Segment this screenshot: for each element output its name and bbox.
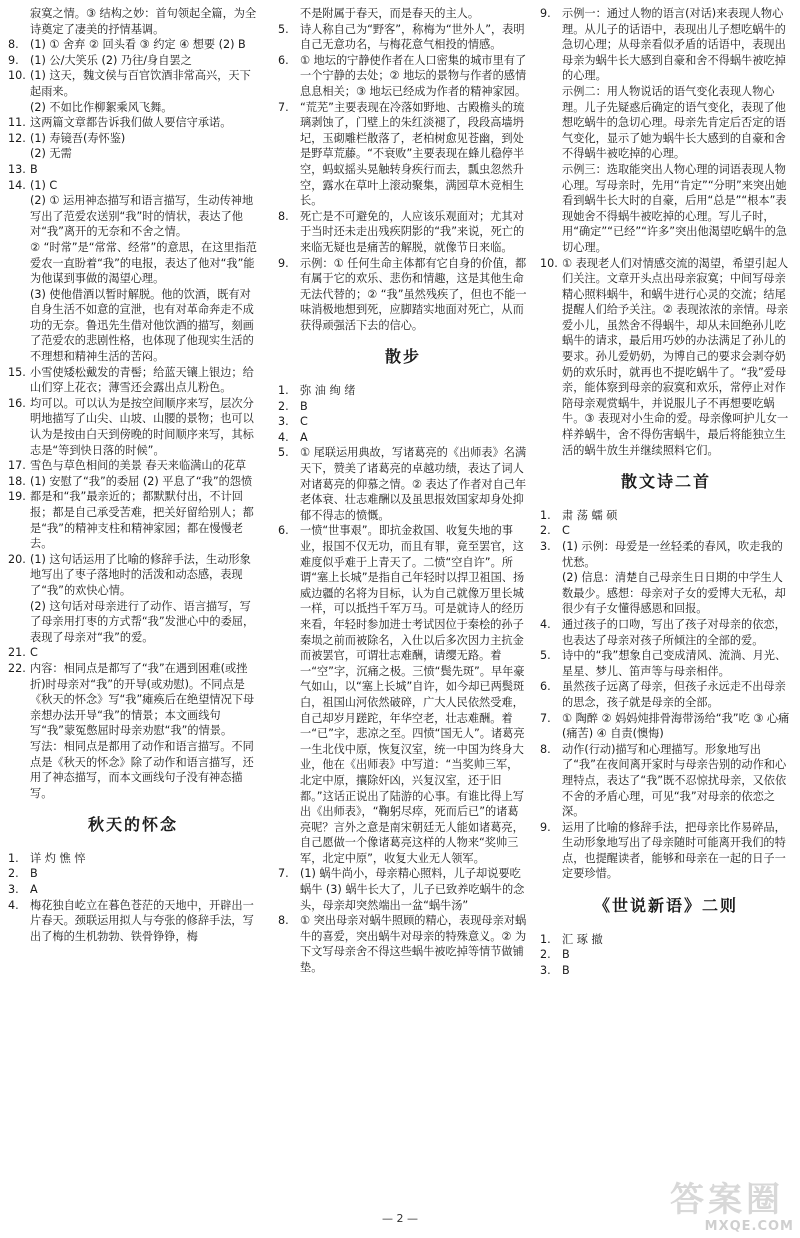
- answer-number: 18.: [8, 474, 26, 488]
- answer-text: (1) 寿镜吾(寿怀鉴): [30, 131, 126, 145]
- answer-item: [278, 430, 528, 446]
- answer-text: B: [30, 867, 38, 881]
- answer-text: B: [300, 399, 308, 413]
- answer-item: [278, 22, 528, 53]
- answer-item: [8, 474, 258, 490]
- answer-number: 4.: [278, 430, 289, 444]
- answer-item: [540, 6, 792, 84]
- answer-item: [540, 932, 792, 948]
- answer-text: 这两篇文章都告诉我们做人要信守承诺。: [30, 116, 232, 130]
- answer-text: 梅花独自屹立在暮色苍茫的天地中，开辟出一片春天。颈联运用拟人与夸张的修辞手法，写出了梅的生机勃勃、铁骨铮铮，梅: [30, 898, 254, 943]
- answer-item: [540, 963, 792, 979]
- answer-text: C: [562, 524, 570, 538]
- answer-text: ② “时常”是“常常、经常”的意思，在这里指范爱农一直盼着“我”的电报，表达了他对“我”能为他谋到事做的渴望心理。: [30, 240, 257, 286]
- answer-item: [8, 552, 258, 599]
- answer-number: 8.: [540, 742, 551, 756]
- answer-text: 动作(行动)描写和心理描写。形象地写出了“我”在夜间离开家时与母亲告别的动作和心理特点，表达了“我”既不忍惊扰母亲，又依依不舍的矛盾心理，可见“我”对母亲的依恋之深。: [562, 742, 787, 819]
- answer-text: 小雪使矮松戴发的青髻；给蓝天镶上银边；给山们穿上花衣；薄雪还会露出点儿粉色。: [30, 365, 254, 395]
- section-title: 秋天的怀念: [87, 815, 178, 835]
- answer-number: 1.: [278, 384, 289, 398]
- answer-text: B: [562, 963, 570, 977]
- answer-number: 7.: [278, 867, 289, 881]
- answer-text: 都是和“我”最亲近的；都默默付出，不计回报；都是自己承受苦难，把关好留给别人；都是“我”的精神支柱和精神家园；都在慢慢老去。: [30, 490, 254, 551]
- answer-number: 5.: [278, 22, 289, 36]
- answer-item: [540, 648, 792, 679]
- answer-text: (1) 示例：母爱是一丝轻柔的春风，吹走我的忧愁。: [562, 540, 783, 569]
- answer-number: 4.: [540, 617, 551, 631]
- answer-number: 20.: [8, 552, 26, 566]
- answer-number: 5.: [278, 446, 289, 460]
- answer-number: 7.: [278, 100, 289, 114]
- answer-item: [540, 539, 792, 570]
- answer-item: [540, 947, 792, 963]
- answer-number: 6.: [278, 524, 289, 538]
- answer-text: 详 灼 憔 悴: [30, 851, 86, 865]
- answer-item: [540, 256, 792, 459]
- column-left: [8, 6, 258, 944]
- answer-text: 示例一：通过人物的语言(对话)来表现人物心理。从儿子的话语中，表现出儿子想吃蜗牛的急切心理；从母亲看似矛盾的话语中，表现出母亲为蜗牛长大感到自豪和舍不得蜗牛被吃掉的心理。: [562, 7, 786, 83]
- answer-item: [8, 898, 258, 945]
- answer-item: [278, 866, 528, 913]
- answer-text: (1) 安慰了“我”的委屈 (2) 平息了“我”的怨愤: [30, 474, 253, 488]
- answer-item: [540, 820, 792, 882]
- answer-item: [8, 866, 258, 882]
- answer-text: (2) 无需: [30, 147, 72, 161]
- answer-text: ① 地坛的宁静使作者在人口密集的城市里有了一个宁静的去处；② 地坛的景物与作者的感情息息相关；③ 地坛已经成为作者的精神家园。: [300, 53, 527, 98]
- answer-item: [278, 445, 528, 523]
- answer-item: [8, 178, 258, 194]
- answer-item: [8, 146, 258, 162]
- answer-item: [540, 570, 792, 617]
- answer-text: ① 表现老人们对情感交流的渴望，希望引起人们关注。文章开头点出母亲寂寞；中间写母亲精心照料蜗牛，和蜗牛进行心灵的交流；结尾提醒人们给予关注。② 表现浓浓的亲情。母亲爱小儿，虽然舍不得蜗牛，却从未回绝孙儿吃蜗牛的请求，最后用巧妙的办法满足了孙儿的要求。孙儿爱奶奶，为博自己的要求会剥夺奶奶的欢乐时，就再也不提吃蜗牛了。“我”爱母亲，能体察到母亲的寂寞和欢乐，常停止对作陪母亲观赏蜗牛，并说服儿子不再想要吃蜗牛。③ 表现对小生命的爱。母亲像呵护儿女一样养蜗牛，舍不得伤害蜗牛，最后将能独立生活的蜗牛放生并继续照料它们。: [562, 256, 789, 457]
- answer-item: [8, 739, 258, 801]
- answer-list: [540, 6, 792, 458]
- answer-text: B: [30, 162, 38, 176]
- answer-number: 12.: [8, 131, 26, 145]
- answer-number: 5.: [540, 649, 551, 663]
- answer-text: 写法：相同点是都用了动作和语言描写。不同点是《秋天的怀念》除了动作和语言描写，还用了神态描写，而本文画线句子没有神态描写。: [30, 739, 254, 800]
- answer-item: [8, 100, 258, 116]
- column-middle: [278, 6, 528, 976]
- answer-text: C: [300, 415, 308, 429]
- answer-item: [278, 399, 528, 415]
- answer-text: 汇 琢 撤: [562, 932, 603, 946]
- answer-text: 死亡是不可避免的，人应该乐观面对；尤其对于当时还未走出残疾阴影的“我”来说，死亡的来临无疑也是痛苦的解脱，就像节日来临。: [300, 209, 525, 254]
- answer-text: (2) 这句话对母亲进行了动作、语言描写，写了母亲用打枣的方式帮“我”发泄心中的委屈，表现了母亲对“我”的爱。: [30, 599, 255, 644]
- answer-number: 2.: [278, 399, 289, 413]
- answer-number: 9.: [540, 820, 551, 834]
- column-right: [540, 6, 792, 978]
- answer-text: 均可以。可以认为是按空间顺序来写，层次分明地描写了山尖、山坡、山腰的景物；也可以认为是按由白天到傍晚的时间顺序来写，其标志是“等到快日落的时候”。: [30, 396, 254, 457]
- answer-text: (2) 不如比作柳絮乘风飞舞。: [30, 100, 173, 114]
- answer-number: 8.: [278, 209, 289, 223]
- answer-number: 10.: [8, 69, 26, 83]
- answer-list: [8, 6, 258, 801]
- answer-item: [8, 882, 258, 898]
- watermark-logo: [594, 1172, 794, 1234]
- answer-text: (1) 这天，魏文侯与百官饮酒非常高兴，天下起雨来。: [30, 69, 251, 98]
- answer-number: 2.: [540, 948, 551, 962]
- answer-text: 肃 荡 蠕 硕: [562, 508, 618, 522]
- watermark-main-text: 答案圈: [670, 1180, 784, 1220]
- answer-number: 22.: [8, 661, 26, 675]
- answer-number: 1.: [8, 851, 19, 865]
- answer-number: 13.: [8, 162, 26, 176]
- answer-text: (3) 使他借酒以暂时解脱。他的饮酒，既有对自身生活不如意的宣泄，也有对革命奔走不成功的无奈。鲁迅先生借对他饮酒的描写，刻画了范爱农的悲剧性格，也体现了他现实生活的不理想和精神生活的苦闷。: [30, 287, 254, 364]
- answer-text: (1) 公/大笑乐 (2) 乃往/身自罢之: [30, 53, 192, 67]
- answer-text: “荒芜”主要表现在冷落如野地、古殿檐头的琉璃剥蚀了，门壁上的朱红淡褪了，段段高墙坍圮，玉砌雕栏散落了，老柏树愈见苍幽，到处是野草荒藤。“不衰败”主要表现在蜂儿稳停半空，蚂蚁摇头晃触转身疾行而去，瓢虫忽然升空，露水在草叶上滚动聚集，满园草木竞相生长。: [300, 100, 525, 208]
- answer-text: 一愤“世事艰”。即抗金救国、收复失地的事业，报国不仅无功，而且有罪，竟至罢官，这难度似乎难于上青天了。二愤“空自许”。所谓“塞上长城”是指自己年轻时以捍卫祖国、扬威边疆的名将为目标，认为自己就像万里长城一样，可以抵挡千军万马。可是就诗人的经历来看，年轻时参加进士考试因位于秦桧的孙子秦埙之前而被除名，入仕以后多次因力主抗金而被罢官，可谓壮志难酬，请缨无路。着一“空”字，沉痛之极。三愤“鬓先斑”。早年豪气如山，以“塞上长城”自许，如今却已两鬓斑白，祖国山河依然破碎，广大人民依然受难，自己却岁月蹉跎，年华空老，壮志难酬。着一“已”字，悲凉之至。四愤“国无人”。诸葛亮一生北伐中原，恢复汉室，统一中国为终身大业，他在《出师表》中写道：“当奖帅三军，北定中原，攘除奸凶，兴复汉室，还于旧都。”这话正说出了陆游的心事。有谁比得上写出《出师表》，“鞠躬尽瘁，死而后已”的诸葛亮呢？言外之意是南宋朝廷无人能如诸葛亮，自己愿做一个像诸葛亮这样的人物来“奖帅三军，北定中原”，收复大业无人领军。: [300, 524, 525, 865]
- answer-item: [8, 661, 258, 739]
- answer-text: 诗人称自己为“野客”，称梅为“世外人”，表明自己无意功名，与梅花意气相投的情感。: [300, 22, 525, 52]
- answer-item: [8, 599, 258, 646]
- answer-item: [278, 209, 528, 256]
- answer-item: [540, 162, 792, 256]
- answer-number: 19.: [8, 490, 26, 504]
- watermark-domain-text: MXQE.COM: [704, 1219, 794, 1234]
- answer-item: [8, 37, 258, 53]
- answer-item: [540, 742, 792, 820]
- answer-text: 弥 油 绚 绪: [300, 384, 356, 398]
- answer-item: [8, 851, 258, 867]
- answer-text: 雪色与草色相间的美景 春天来临满山的花草: [30, 459, 247, 473]
- answer-item: [8, 645, 258, 661]
- answer-item: [8, 240, 258, 287]
- answer-item: [540, 711, 792, 742]
- answer-item: [8, 193, 258, 240]
- answer-item: [540, 679, 792, 710]
- answer-number: 17.: [8, 459, 26, 473]
- answer-item: [8, 162, 258, 178]
- answer-item: [540, 523, 792, 539]
- answer-item: [278, 100, 528, 209]
- answer-text: 示例三：选取能突出人物心理的词语表现人物心理。写母亲时，先用“肯定”“分明”来突出她看到蜗牛长大时的自豪，后用“总是”“根本”表现她舍不得蜗牛被吃掉的心理。写儿子时，用“确定”“已经”“许多”突出他渴望吃蜗牛的急切心理。: [562, 162, 787, 254]
- section-title: 散步: [384, 347, 421, 367]
- answer-list: [8, 851, 258, 945]
- answer-text: (1) C: [30, 178, 58, 192]
- answer-item: [8, 287, 258, 365]
- answer-text: (2) ① 运用神态描写和语言描写，生动传神地写出了范爱农送别“我”时的情状，表达了他对“我”离开的无奈和不舍之情。: [30, 194, 254, 239]
- answer-item: [8, 115, 258, 131]
- answer-text: ① 陶醉 ② 妈妈炖排骨海带汤给“我”吃 ③ 心痛(痛苦) ④ 自责(懊悔): [562, 711, 790, 741]
- answer-number: 10.: [540, 256, 558, 270]
- answer-text: (1) ① 舍弃 ② 回头看 ③ 约定 ④ 想要 (2) B: [30, 38, 246, 52]
- section-title: 《世说新语》二则: [593, 896, 738, 916]
- answer-list: [278, 6, 528, 333]
- answer-number: 8.: [278, 914, 289, 928]
- answer-number: 9.: [278, 256, 289, 270]
- answer-item: [540, 508, 792, 524]
- answer-text: 运用了比喻的修辞手法，把母亲比作易碎品，生动形象地写出了母亲随时可能离开我们的特点，也提醒读者，能够和母亲在一起的日子一定要珍惜。: [562, 820, 786, 881]
- answer-text: A: [30, 883, 38, 897]
- answer-item: [8, 68, 258, 99]
- answer-text: ① 尾联运用典故，写诸葛亮的《出师表》名满天下，赞美了诸葛亮的卓越功绩，表达了词人对诸葛亮的仰慕之情。② 表达了作者对自己年老体衰、壮志难酬以及虽思报效国家却身处抑郁不得志的愤慨。: [300, 446, 527, 522]
- answer-list: [540, 508, 792, 882]
- answer-number: 7.: [540, 711, 551, 725]
- section-title: 散文诗二首: [620, 472, 711, 492]
- answer-number: 3.: [278, 415, 289, 429]
- answer-text: B: [562, 948, 570, 962]
- answer-number: 21.: [8, 646, 26, 660]
- answer-text: 诗中的“我”想象自己变成清风、流淌、月光、星星、梦儿、笛声等与母亲相伴。: [562, 649, 787, 678]
- answer-text: 不是附属于春天，而是春天的主人。: [300, 7, 480, 20]
- answer-number: 9.: [540, 7, 551, 20]
- answer-number: 16.: [8, 396, 26, 410]
- answer-item: [278, 913, 528, 975]
- answer-item: [278, 6, 528, 22]
- answer-number: 3.: [540, 963, 551, 977]
- answer-text: 通过孩子的口吻，写出了孩子对母亲的依恋，也表达了母亲对孩子所倾注的全部的爱。: [562, 617, 786, 647]
- answer-number: 2.: [540, 524, 551, 538]
- answer-number: 6.: [540, 680, 551, 694]
- answer-text: (1) 蜗牛尚小，母亲精心照料，儿子却说要吃蜗牛 (3) 蜗牛长大了，儿子已致养吃蜗牛的念头，母亲却突然端出一盆“蜗牛汤”: [300, 867, 525, 912]
- answer-text: 示例二：用人物说话的语气变化表现人物心理。儿子先疑惑后确定的语气变化，表现了他想吃蜗牛的急切心理。母亲先肯定后否定的语气变化，显示了她为蜗牛长大感到的自豪和舍不得蜗牛被吃掉的心理。: [562, 84, 786, 161]
- answer-item: [8, 131, 258, 147]
- answer-text: (1) 这句话运用了比喻的修辞手法，生动形象地写出了枣子落地时的活泼和动态感，表现了“我”的欢快心情。: [30, 552, 251, 597]
- answer-text: C: [30, 646, 38, 660]
- answer-text: 示例：① 任何生命主体都有它自身的价值，都有属于它的欢乐、悲伤和情趣，这是其他生命无法代替的；② “我”虽然残疾了，但也不能一味消极地想到死，应脚踏实地面对死亡，从而获得顽强活下去的信心。: [300, 256, 527, 332]
- answer-item: [278, 53, 528, 100]
- answer-item: [278, 383, 528, 399]
- answer-item: [8, 396, 258, 458]
- answer-number: 14.: [8, 178, 26, 192]
- answer-text: A: [300, 430, 308, 444]
- answer-item: [8, 6, 258, 37]
- answer-number: 15.: [8, 365, 26, 379]
- answer-item: [278, 256, 528, 334]
- answer-text: 寂寞之情。③ 结构之妙：首句领起全篇，为全诗奠定了凄美的抒情基调。: [30, 7, 257, 36]
- answer-number: 1.: [540, 932, 551, 946]
- answer-item: [540, 617, 792, 648]
- answer-item: [278, 523, 528, 866]
- answer-text: (2) 信息：清楚自己母亲生日日期的中学生人数最少。感想：母亲对子女的爱博大无私，却很少有子女懂得感恩和回报。: [562, 571, 786, 616]
- answer-number: 8.: [8, 38, 19, 52]
- answer-item: [8, 365, 258, 396]
- answer-number: 2.: [8, 867, 19, 881]
- answer-item: [8, 458, 258, 474]
- answer-item: [8, 489, 258, 551]
- answer-text: ① 突出母亲对蜗牛照顾的精心，表现母亲对蜗牛的喜爱，突出蜗牛对母亲的特殊意义。② 为下文写母亲舍不得这些蜗牛被吃掉等情节做铺垫。: [300, 914, 527, 975]
- answer-number: 4.: [8, 898, 19, 912]
- answer-number: 1.: [540, 508, 551, 522]
- answer-number: 6.: [278, 53, 289, 67]
- page-number: — 2 —: [382, 1212, 418, 1225]
- answer-list: [278, 383, 528, 976]
- answer-text: 内容：相同点是都写了“我”在遇到困难(或挫折)时母亲对“我”的开导(或劝慰)。不同点是《秋天的怀念》写“我”瘫痪后在绝望情况下母亲想办法开导“我”的情景；本文画线句写“我”蒙冤憋屈时母亲劝慰“我”的情景。: [30, 661, 255, 738]
- answer-item: [278, 414, 528, 430]
- answer-text: 虽然孩子远离了母亲，但孩子永远走不出母亲的思念，孩子就是母亲的全部。: [562, 680, 786, 709]
- answer-item: [8, 53, 258, 69]
- answer-number: 11.: [8, 116, 26, 130]
- answer-number: 3.: [540, 540, 551, 553]
- answer-number: 3.: [8, 883, 19, 897]
- answer-list: [540, 932, 792, 979]
- answer-item: [540, 84, 792, 162]
- answer-number: 9.: [8, 53, 19, 67]
